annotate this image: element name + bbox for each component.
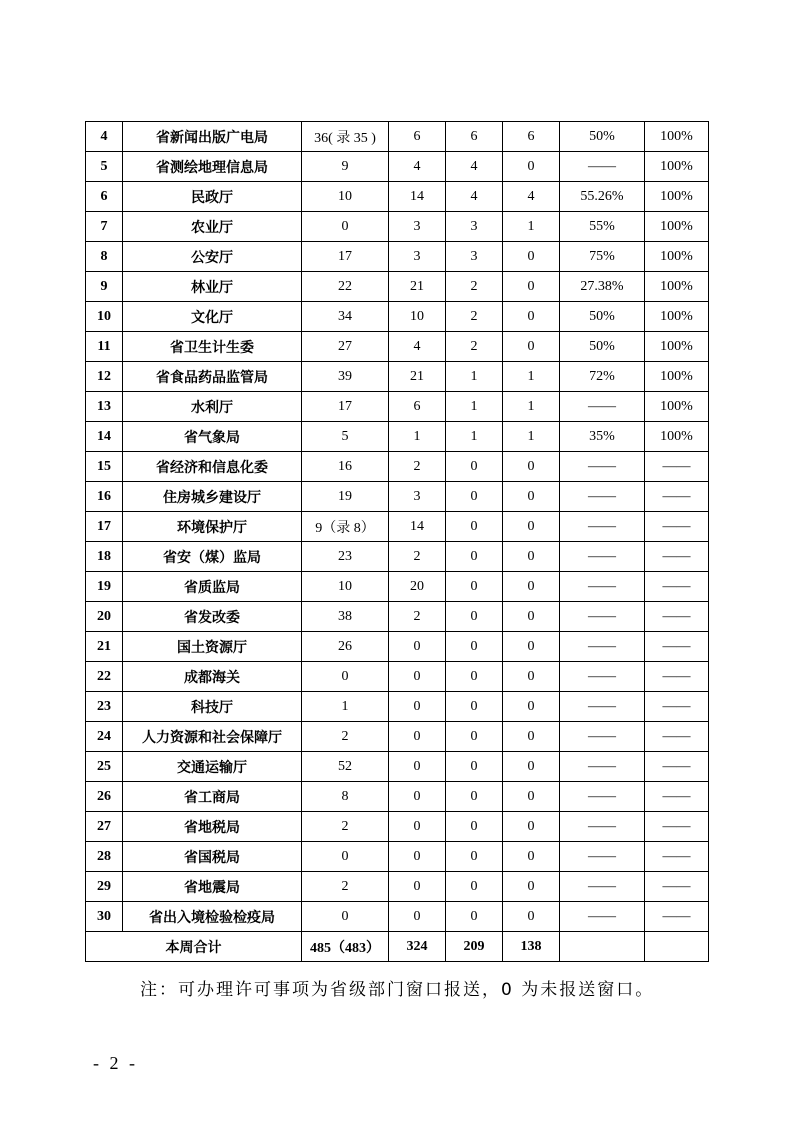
table-row bbox=[86, 632, 709, 662]
cell-col-4: 0 bbox=[503, 782, 560, 812]
cell-number: 12 bbox=[86, 362, 123, 392]
cell-col-1: 26 bbox=[302, 632, 389, 662]
total-c1: 485（483） bbox=[302, 932, 389, 962]
cell-col-4: 0 bbox=[503, 692, 560, 722]
cell-col-2: 2 bbox=[389, 602, 446, 632]
cell-col-1: 17 bbox=[302, 392, 389, 422]
table-row bbox=[86, 272, 709, 302]
cell-number: 4 bbox=[86, 122, 123, 152]
cell-col-2: 21 bbox=[389, 272, 446, 302]
cell-number: 30 bbox=[86, 902, 123, 932]
cell-col-3: 1 bbox=[446, 422, 503, 452]
cell-col-5: 55% bbox=[560, 212, 645, 242]
cell-col-1: 10 bbox=[302, 182, 389, 212]
cell-col-2: 0 bbox=[389, 782, 446, 812]
cell-col-6: —— bbox=[645, 632, 709, 662]
cell-col-2: 2 bbox=[389, 542, 446, 572]
cell-col-6: —— bbox=[645, 512, 709, 542]
cell-col-3: 0 bbox=[446, 812, 503, 842]
cell-col-3: 1 bbox=[446, 362, 503, 392]
cell-col-6: —— bbox=[645, 752, 709, 782]
cell-number: 10 bbox=[86, 302, 123, 332]
table-row bbox=[86, 782, 709, 812]
total-c5 bbox=[560, 932, 645, 962]
cell-col-3: 0 bbox=[446, 602, 503, 632]
cell-col-3: 4 bbox=[446, 182, 503, 212]
cell-col-2: 0 bbox=[389, 842, 446, 872]
cell-col-3: 0 bbox=[446, 902, 503, 932]
cell-department: 省安（煤）监局 bbox=[123, 542, 302, 572]
table-row bbox=[86, 152, 709, 182]
cell-col-1: 9 bbox=[302, 152, 389, 182]
table-row bbox=[86, 842, 709, 872]
cell-department: 省发改委 bbox=[123, 602, 302, 632]
table-row bbox=[86, 182, 709, 212]
cell-col-4: 0 bbox=[503, 242, 560, 272]
cell-col-1: 38 bbox=[302, 602, 389, 632]
cell-col-4: 4 bbox=[503, 182, 560, 212]
table-row bbox=[86, 362, 709, 392]
cell-col-4: 0 bbox=[503, 542, 560, 572]
total-c4: 138 bbox=[503, 932, 560, 962]
cell-department: 文化厅 bbox=[123, 302, 302, 332]
cell-col-3: 0 bbox=[446, 482, 503, 512]
cell-col-1: 27 bbox=[302, 332, 389, 362]
cell-col-6: 100% bbox=[645, 182, 709, 212]
cell-col-4: 0 bbox=[503, 512, 560, 542]
cell-col-3: 0 bbox=[446, 692, 503, 722]
cell-col-1: 0 bbox=[302, 842, 389, 872]
cell-col-5: —— bbox=[560, 812, 645, 842]
cell-number: 8 bbox=[86, 242, 123, 272]
cell-department: 省测绘地理信息局 bbox=[123, 152, 302, 182]
cell-col-4: 0 bbox=[503, 812, 560, 842]
cell-col-4: 0 bbox=[503, 752, 560, 782]
table-row bbox=[86, 392, 709, 422]
page-number: - 2 - bbox=[93, 1053, 138, 1073]
cell-col-5: —— bbox=[560, 452, 645, 482]
cell-col-5: —— bbox=[560, 872, 645, 902]
cell-department: 科技厅 bbox=[123, 692, 302, 722]
cell-col-6: 100% bbox=[645, 332, 709, 362]
cell-col-1: 1 bbox=[302, 692, 389, 722]
cell-col-1: 0 bbox=[302, 662, 389, 692]
cell-col-3: 0 bbox=[446, 572, 503, 602]
footnote: 注：可办理许可事项为省级部门窗口报送，0 为未报送窗口。 bbox=[140, 980, 655, 1000]
table-row bbox=[86, 212, 709, 242]
cell-col-5: 50% bbox=[560, 332, 645, 362]
cell-department: 省食品药品监管局 bbox=[123, 362, 302, 392]
cell-col-5: 27.38% bbox=[560, 272, 645, 302]
cell-col-4: 1 bbox=[503, 422, 560, 452]
cell-department: 农业厅 bbox=[123, 212, 302, 242]
cell-department: 人力资源和社会保障厅 bbox=[123, 722, 302, 752]
cell-number: 21 bbox=[86, 632, 123, 662]
table-row bbox=[86, 122, 709, 152]
cell-number: 6 bbox=[86, 182, 123, 212]
cell-col-3: 0 bbox=[446, 872, 503, 902]
cell-department: 民政厅 bbox=[123, 182, 302, 212]
cell-number: 22 bbox=[86, 662, 123, 692]
cell-col-5: —— bbox=[560, 512, 645, 542]
cell-col-2: 3 bbox=[389, 482, 446, 512]
cell-department: 省卫生计生委 bbox=[123, 332, 302, 362]
cell-col-5: 75% bbox=[560, 242, 645, 272]
cell-col-2: 0 bbox=[389, 722, 446, 752]
cell-col-4: 1 bbox=[503, 212, 560, 242]
cell-col-2: 3 bbox=[389, 212, 446, 242]
cell-department: 省国税局 bbox=[123, 842, 302, 872]
cell-col-6: —— bbox=[645, 842, 709, 872]
cell-col-5: —— bbox=[560, 542, 645, 572]
cell-department: 国土资源厅 bbox=[123, 632, 302, 662]
cell-number: 29 bbox=[86, 872, 123, 902]
cell-department: 省工商局 bbox=[123, 782, 302, 812]
cell-col-2: 6 bbox=[389, 122, 446, 152]
cell-col-5: —— bbox=[560, 152, 645, 182]
cell-department: 省出入境检验检疫局 bbox=[123, 902, 302, 932]
cell-col-6: —— bbox=[645, 812, 709, 842]
cell-department: 公安厅 bbox=[123, 242, 302, 272]
cell-department: 省新闻出版广电局 bbox=[123, 122, 302, 152]
cell-col-2: 0 bbox=[389, 812, 446, 842]
cell-col-1: 2 bbox=[302, 722, 389, 752]
cell-col-1: 8 bbox=[302, 782, 389, 812]
cell-col-4: 6 bbox=[503, 122, 560, 152]
cell-number: 20 bbox=[86, 602, 123, 632]
cell-number: 19 bbox=[86, 572, 123, 602]
cell-col-5: —— bbox=[560, 602, 645, 632]
cell-col-2: 0 bbox=[389, 692, 446, 722]
cell-col-5: —— bbox=[560, 692, 645, 722]
cell-col-1: 39 bbox=[302, 362, 389, 392]
cell-col-5: —— bbox=[560, 782, 645, 812]
cell-number: 24 bbox=[86, 722, 123, 752]
cell-col-4: 0 bbox=[503, 332, 560, 362]
cell-number: 7 bbox=[86, 212, 123, 242]
table-row bbox=[86, 812, 709, 842]
cell-col-6: 100% bbox=[645, 242, 709, 272]
cell-col-3: 2 bbox=[446, 272, 503, 302]
cell-col-5: 72% bbox=[560, 362, 645, 392]
cell-col-6: —— bbox=[645, 482, 709, 512]
cell-col-4: 0 bbox=[503, 872, 560, 902]
cell-col-5: —— bbox=[560, 722, 645, 752]
cell-col-6: 100% bbox=[645, 122, 709, 152]
cell-col-2: 4 bbox=[389, 152, 446, 182]
cell-number: 17 bbox=[86, 512, 123, 542]
cell-col-2: 0 bbox=[389, 752, 446, 782]
cell-number: 15 bbox=[86, 452, 123, 482]
cell-number: 26 bbox=[86, 782, 123, 812]
table-row bbox=[86, 512, 709, 542]
cell-department: 住房城乡建设厅 bbox=[123, 482, 302, 512]
cell-col-2: 14 bbox=[389, 182, 446, 212]
cell-col-6: 100% bbox=[645, 212, 709, 242]
cell-number: 9 bbox=[86, 272, 123, 302]
cell-col-2: 20 bbox=[389, 572, 446, 602]
total-row bbox=[86, 932, 709, 962]
cell-col-5: 50% bbox=[560, 122, 645, 152]
table-row bbox=[86, 332, 709, 362]
cell-col-2: 0 bbox=[389, 662, 446, 692]
total-label: 本周合计 bbox=[86, 932, 302, 962]
cell-number: 5 bbox=[86, 152, 123, 182]
cell-col-5: —— bbox=[560, 632, 645, 662]
cell-col-6: —— bbox=[645, 692, 709, 722]
table-row bbox=[86, 572, 709, 602]
cell-col-5: —— bbox=[560, 752, 645, 782]
cell-col-5: 50% bbox=[560, 302, 645, 332]
cell-col-3: 1 bbox=[446, 392, 503, 422]
cell-col-6: —— bbox=[645, 542, 709, 572]
cell-col-3: 3 bbox=[446, 242, 503, 272]
cell-col-5: —— bbox=[560, 392, 645, 422]
cell-col-3: 0 bbox=[446, 722, 503, 752]
cell-col-2: 3 bbox=[389, 242, 446, 272]
cell-col-1: 22 bbox=[302, 272, 389, 302]
total-c6 bbox=[645, 932, 709, 962]
table-row bbox=[86, 302, 709, 332]
statistics-table bbox=[85, 121, 709, 962]
cell-col-1: 2 bbox=[302, 812, 389, 842]
cell-col-3: 0 bbox=[446, 752, 503, 782]
cell-department: 水利厅 bbox=[123, 392, 302, 422]
cell-col-6: —— bbox=[645, 722, 709, 752]
cell-col-3: 3 bbox=[446, 212, 503, 242]
cell-col-1: 52 bbox=[302, 752, 389, 782]
table-row bbox=[86, 752, 709, 782]
cell-number: 25 bbox=[86, 752, 123, 782]
table-row bbox=[86, 662, 709, 692]
cell-col-1: 10 bbox=[302, 572, 389, 602]
cell-col-3: 0 bbox=[446, 662, 503, 692]
cell-col-1: 19 bbox=[302, 482, 389, 512]
cell-col-1: 17 bbox=[302, 242, 389, 272]
cell-col-1: 16 bbox=[302, 452, 389, 482]
cell-col-2: 1 bbox=[389, 422, 446, 452]
cell-col-2: 10 bbox=[389, 302, 446, 332]
cell-col-4: 0 bbox=[503, 902, 560, 932]
cell-col-4: 0 bbox=[503, 722, 560, 752]
cell-col-6: —— bbox=[645, 662, 709, 692]
table-row bbox=[86, 242, 709, 272]
cell-col-4: 0 bbox=[503, 302, 560, 332]
cell-col-4: 0 bbox=[503, 662, 560, 692]
cell-col-3: 0 bbox=[446, 542, 503, 572]
cell-col-5: —— bbox=[560, 902, 645, 932]
cell-number: 13 bbox=[86, 392, 123, 422]
cell-col-4: 1 bbox=[503, 362, 560, 392]
cell-number: 28 bbox=[86, 842, 123, 872]
cell-col-6: 100% bbox=[645, 302, 709, 332]
cell-col-6: —— bbox=[645, 452, 709, 482]
cell-col-5: —— bbox=[560, 572, 645, 602]
cell-col-1: 0 bbox=[302, 212, 389, 242]
cell-department: 省气象局 bbox=[123, 422, 302, 452]
cell-col-4: 1 bbox=[503, 392, 560, 422]
table-row bbox=[86, 452, 709, 482]
cell-col-2: 6 bbox=[389, 392, 446, 422]
cell-col-1: 34 bbox=[302, 302, 389, 332]
cell-col-2: 4 bbox=[389, 332, 446, 362]
cell-number: 14 bbox=[86, 422, 123, 452]
cell-col-4: 0 bbox=[503, 602, 560, 632]
table-body bbox=[86, 122, 709, 962]
cell-col-2: 0 bbox=[389, 902, 446, 932]
cell-number: 23 bbox=[86, 692, 123, 722]
cell-department: 林业厅 bbox=[123, 272, 302, 302]
cell-number: 18 bbox=[86, 542, 123, 572]
cell-col-5: 35% bbox=[560, 422, 645, 452]
cell-department: 省经济和信息化委 bbox=[123, 452, 302, 482]
cell-col-6: —— bbox=[645, 782, 709, 812]
cell-col-1: 2 bbox=[302, 872, 389, 902]
cell-col-4: 0 bbox=[503, 152, 560, 182]
total-c2: 324 bbox=[389, 932, 446, 962]
cell-col-6: 100% bbox=[645, 392, 709, 422]
cell-col-4: 0 bbox=[503, 482, 560, 512]
cell-department: 成都海关 bbox=[123, 662, 302, 692]
cell-col-3: 4 bbox=[446, 152, 503, 182]
cell-col-3: 0 bbox=[446, 632, 503, 662]
cell-col-3: 0 bbox=[446, 512, 503, 542]
cell-col-3: 2 bbox=[446, 332, 503, 362]
cell-col-4: 0 bbox=[503, 842, 560, 872]
cell-number: 16 bbox=[86, 482, 123, 512]
cell-col-6: —— bbox=[645, 602, 709, 632]
cell-number: 27 bbox=[86, 812, 123, 842]
cell-col-1: 0 bbox=[302, 902, 389, 932]
cell-department: 交通运输厅 bbox=[123, 752, 302, 782]
cell-col-2: 21 bbox=[389, 362, 446, 392]
table-row bbox=[86, 422, 709, 452]
cell-col-3: 2 bbox=[446, 302, 503, 332]
table-row bbox=[86, 902, 709, 932]
cell-department: 环境保护厅 bbox=[123, 512, 302, 542]
cell-col-6: 100% bbox=[645, 362, 709, 392]
cell-number: 11 bbox=[86, 332, 123, 362]
cell-col-5: —— bbox=[560, 662, 645, 692]
table-row bbox=[86, 692, 709, 722]
cell-col-3: 6 bbox=[446, 122, 503, 152]
cell-col-4: 0 bbox=[503, 632, 560, 662]
cell-col-1: 9（录 8） bbox=[302, 512, 389, 542]
cell-department: 省地震局 bbox=[123, 872, 302, 902]
table-row bbox=[86, 602, 709, 632]
cell-col-2: 0 bbox=[389, 632, 446, 662]
cell-col-2: 2 bbox=[389, 452, 446, 482]
cell-col-5: 55.26% bbox=[560, 182, 645, 212]
cell-col-6: 100% bbox=[645, 272, 709, 302]
total-c3: 209 bbox=[446, 932, 503, 962]
cell-col-4: 0 bbox=[503, 572, 560, 602]
cell-col-5: —— bbox=[560, 482, 645, 512]
cell-col-2: 14 bbox=[389, 512, 446, 542]
cell-col-1: 36( 录 35 ) bbox=[302, 122, 389, 152]
table-row bbox=[86, 722, 709, 752]
cell-col-3: 0 bbox=[446, 782, 503, 812]
table-row bbox=[86, 482, 709, 512]
cell-department: 省质监局 bbox=[123, 572, 302, 602]
cell-col-3: 0 bbox=[446, 842, 503, 872]
table-row bbox=[86, 542, 709, 572]
table-row bbox=[86, 872, 709, 902]
cell-col-6: —— bbox=[645, 902, 709, 932]
cell-col-4: 0 bbox=[503, 452, 560, 482]
cell-col-6: —— bbox=[645, 572, 709, 602]
cell-col-3: 0 bbox=[446, 452, 503, 482]
cell-col-4: 0 bbox=[503, 272, 560, 302]
cell-col-6: —— bbox=[645, 872, 709, 902]
cell-col-1: 23 bbox=[302, 542, 389, 572]
cell-col-6: 100% bbox=[645, 422, 709, 452]
cell-col-2: 0 bbox=[389, 872, 446, 902]
cell-col-1: 5 bbox=[302, 422, 389, 452]
cell-col-5: —— bbox=[560, 842, 645, 872]
cell-department: 省地税局 bbox=[123, 812, 302, 842]
cell-col-6: 100% bbox=[645, 152, 709, 182]
